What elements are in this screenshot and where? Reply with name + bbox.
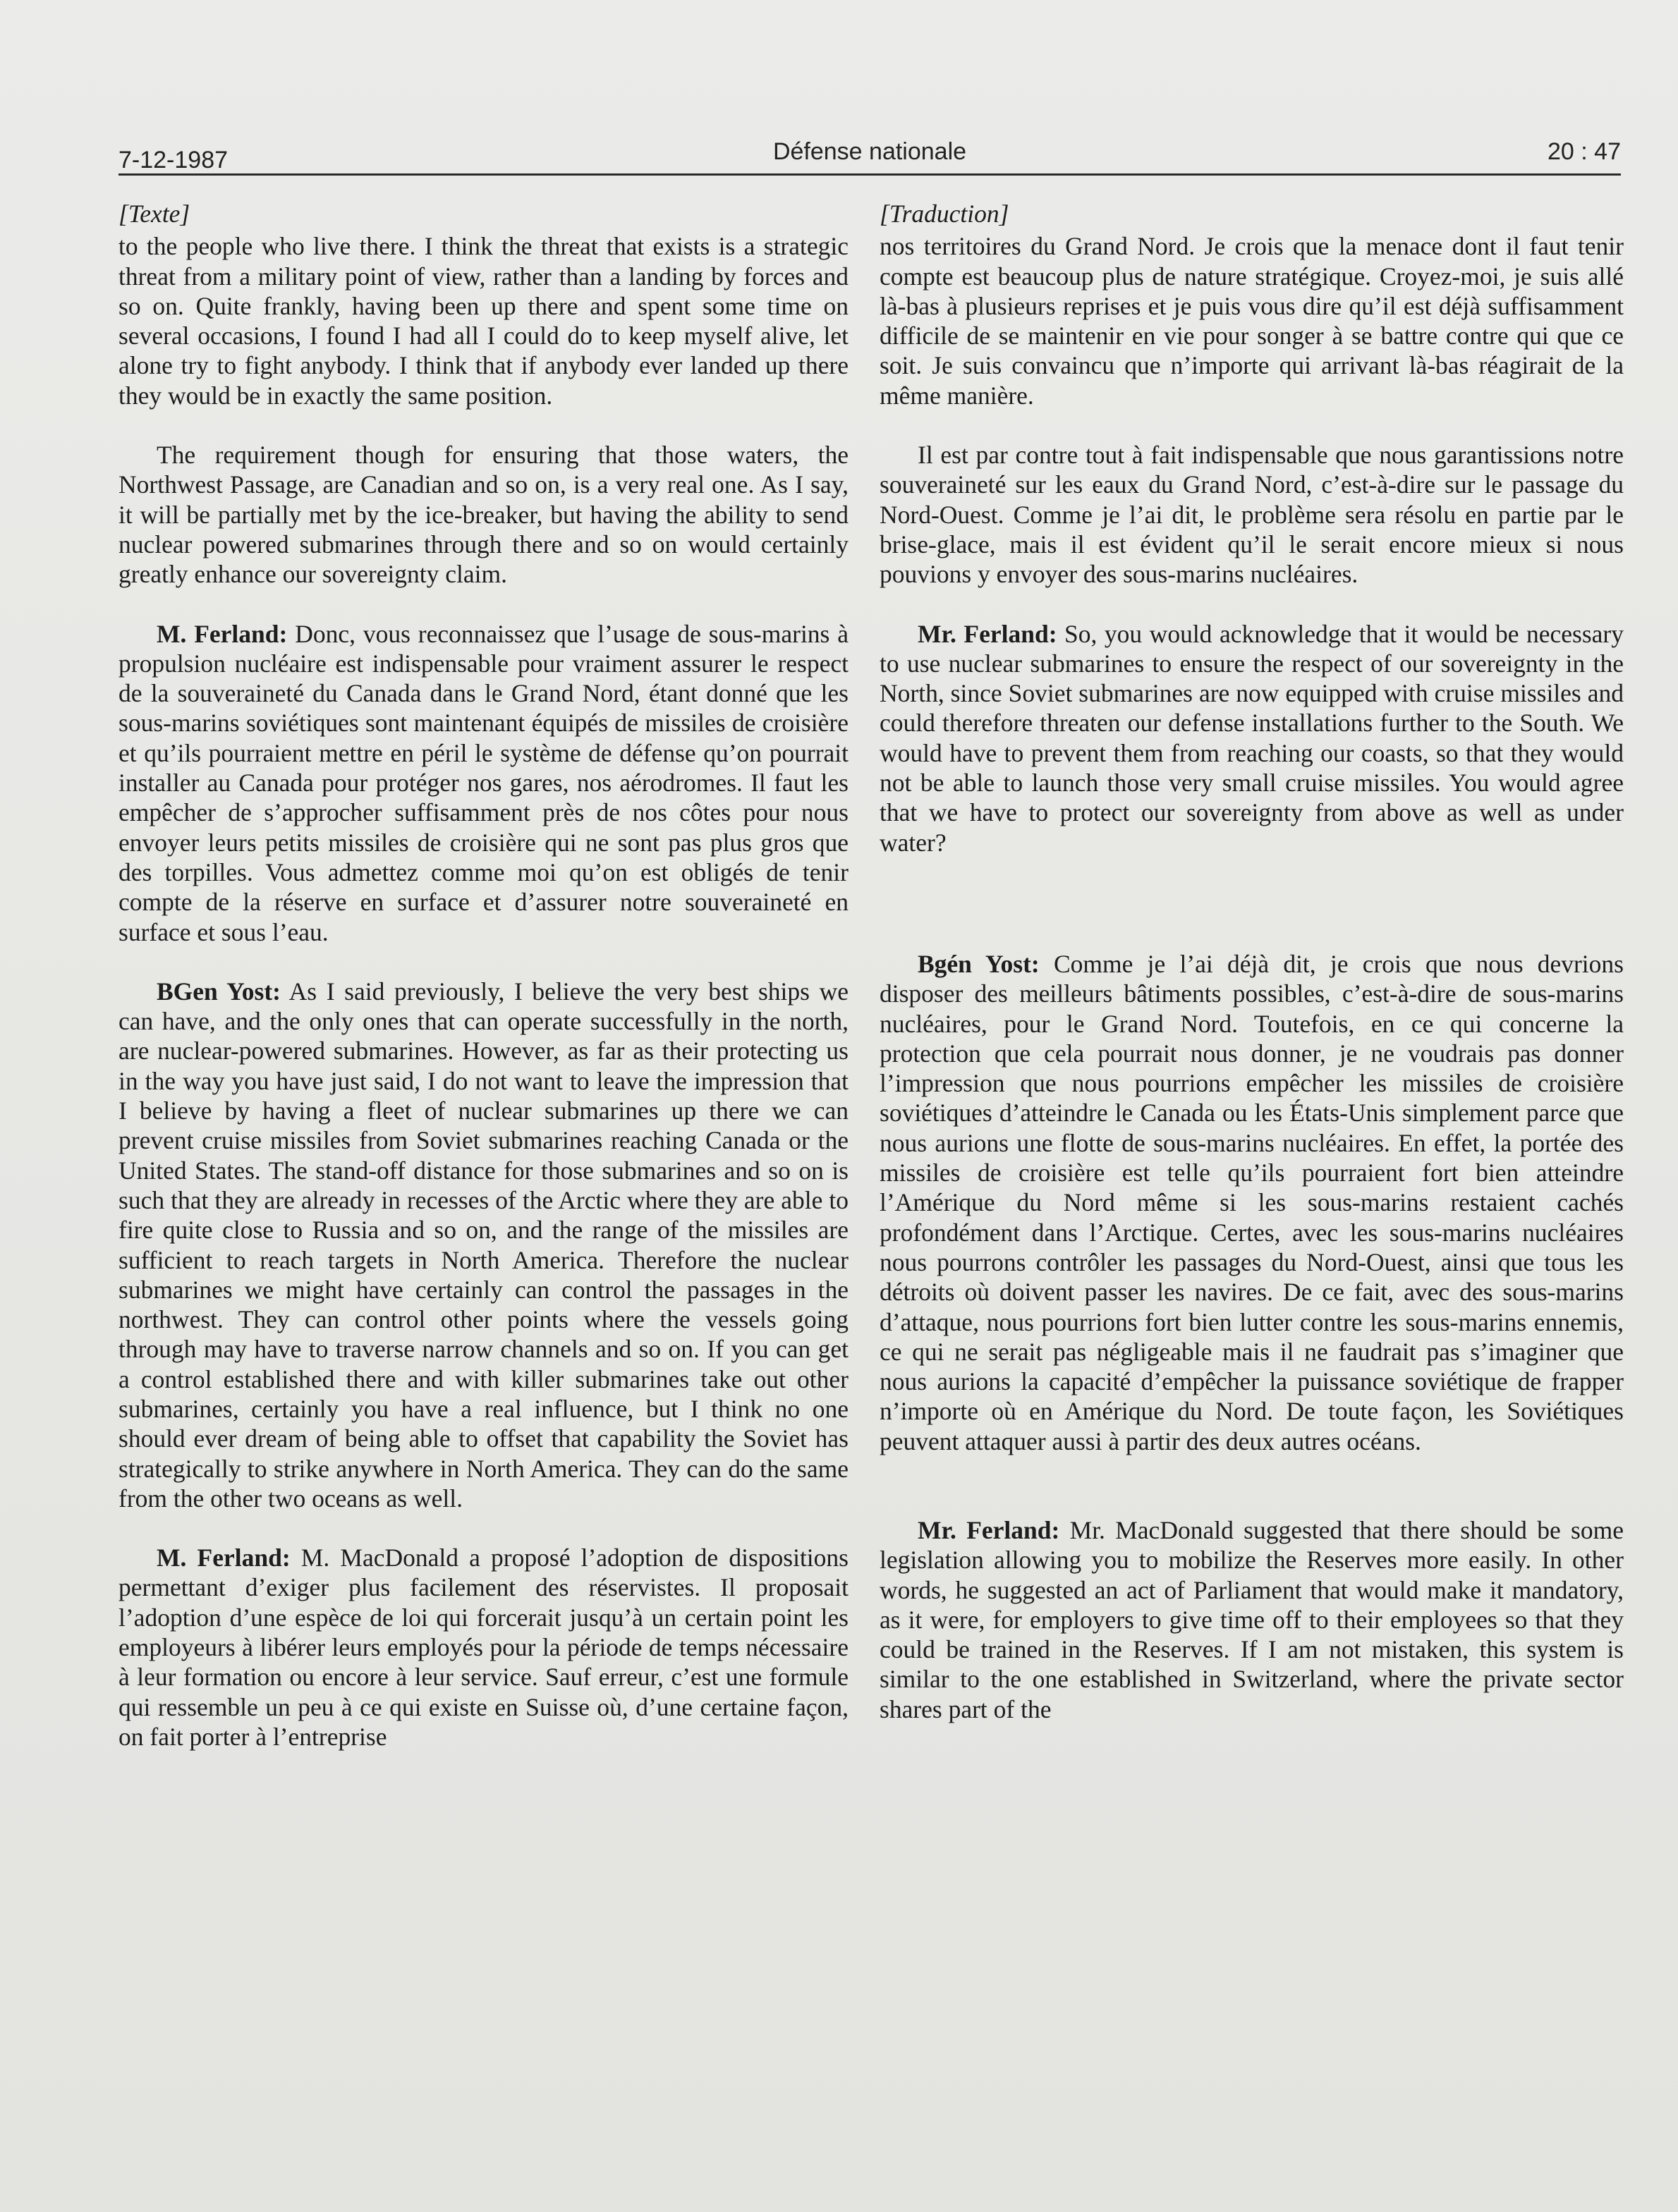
column-gap	[880, 1456, 1624, 1515]
left-paragraph-3	[118, 619, 849, 947]
header-date: 7-12-1987	[118, 147, 229, 173]
speaker-name: Mr. Ferland:	[918, 619, 1057, 648]
right-paragraph-4	[880, 949, 1624, 1456]
right-paragraph-5	[880, 1515, 1624, 1724]
paragraph-text: M. MacDonald a proposé l’adoption de dispositions permettant d’exiger plus facilement des réservistes. Il proposait l’adoption d’une espèce de loi qui forcerait jusqu’à un certain point les employeurs à libérer leurs employés pour la période de temps nécessaire à leur formation ou encore à leur service. Sauf erreur, c’est une formule qui ressemble un peu à ce qui existe en Suisse où, d’une certaine façon, on fait porter à l’entreprise	[118, 1544, 849, 1751]
left-column	[118, 199, 849, 1752]
right-paragraph-3	[880, 619, 1624, 857]
right-paragraph-2	[880, 440, 1624, 589]
header-title: Défense nationale	[772, 138, 967, 165]
right-column-label: [Traduction]	[880, 200, 1009, 228]
left-paragraph-1	[118, 231, 849, 410]
speaker-name: Mr. Ferland:	[918, 1515, 1060, 1544]
paragraph-text: Mr. MacDonald suggested that there should be some legislation allowing you to mobilize the Reserves more easily. In other words, he suggested an act of Parliament that would make it mandatory, as it were, for employers to give time off to their employees so that they could be trained in the Reserves. If I am not mistaken, this system is similar to the one established in Switzerland, where the private sector shares part of the	[880, 1515, 1624, 1723]
paragraph-text: Donc, vous reconnaissez que l’usage de sous-marins à propulsion nucléaire est indispensable pour vraiment assurer le respect de la souveraineté du Canada dans le Grand Nord, étant donné que les sous-marins soviétiques sont maintenant équipés de missiles de croisière et qu’ils pourraient mettre en péril le système de défense qu’on pourrait installer au Canada pour protéger nos gares, nos aérodromes. Il faut les empêcher de s’approcher suffisamment près de nos côtes pour nous envoyer leurs petits missiles de croisière qui ne sont pas plus gros que des torpilles. Vous admettez comme moi qu’on est obligés de tenir compte de la réserve en surface et d’assurer notre souveraineté en surface et sous l’eau.	[118, 619, 849, 946]
page-header	[118, 138, 1621, 175]
paragraph-text: to the people who live there. I think the threat that exists is a strategic threat from a military point of view, rather than a landing by forces and so on. Quite frankly, having been up there and spent some time on several occasions, I found I had all I could do to keep myself alive, let alone try to fight anybody. I think that if anybody ever landed up there they would be in exactly the same position.	[118, 232, 849, 410]
paragraph-text: The requirement though for ensuring that those waters, the Northwest Passage, are Canadian and so on, is a very real one. As I say, it will be partially met by the ice-breaker, but having the ability to send nuclear powered submarines through there and so on would certainly greatly enhance our sovereignty claim.	[118, 441, 849, 589]
speaker-name: BGen Yost:	[157, 977, 281, 1006]
header-rule	[118, 173, 1621, 176]
paragraph-text: Il est par contre tout à fait indispensable que nous garantissions notre souveraineté sur les eaux du Grand Nord, c’est-à-dire sur le passage du Nord-Ouest. Comme je l’ai dit, le problème sera résolu en partie par le brise-glace, mais il est évident qu’il le serait encore mieux si nous pouvions y envoyer des sous-marins nucléaires.	[880, 441, 1624, 589]
column-gap	[880, 857, 1624, 949]
speaker-name: M. Ferland:	[157, 619, 288, 648]
right-column	[880, 199, 1624, 1724]
left-paragraph-5	[118, 1543, 849, 1752]
right-paragraph-1	[880, 231, 1624, 410]
paragraph-text: nos territoires du Grand Nord. Je crois que la menace dont il faut tenir compte est beaucoup plus de nature stratégique. Croyez-moi, je suis allé là-bas à plusieurs reprises et je puis vous dire qu’il est déjà suffisamment difficile de se maintenir en vie pour songer à se battre contre qui que ce soit. Je suis convaincu que n’importe qui arrivant là-bas réagirait de la même manière.	[880, 232, 1624, 410]
left-column-label: [Texte]	[118, 200, 190, 228]
paragraph-text: So, you would acknowledge that it would be necessary to use nuclear submarines to ensure the respect of our sovereignty in the North, since Soviet submarines are now equipped with cruise missiles and could therefore threaten our defense installations further to the South. We would have to prevent them from reaching our coasts, so that they would not be able to launch those very small cruise missiles. You would agree that we have to protect our sovereignty from above as well as under water?	[880, 619, 1624, 857]
paragraph-text: As I said previously, I believe the very best ships we can have, and the only ones that can operate successfully in the north, are nuclear-powered submarines. However, as far as their protecting us in the way you have just said, I do not want to leave the impression that I believe by having a fleet of nuclear submarines up there we can prevent cruise missiles from Soviet submarines reaching Canada or the United States. The stand-off distance for those submarines and so on is such that they are already in recesses of the Arctic where they are able to fire quite close to Russia and so on, and the range of the missiles are sufficient to reach targets in North America. Therefore the nuclear submarines we might have certainly can control the passages in the northwest. They can control other points where the vessels going through may have to traverse narrow channels and so on. If you can get a control established there and with killer submarines take out other submarines, certainly you have a real influence, but I think no one should ever dream of being able to offset that capability the Soviet has strategically to strike anywhere in North America. They can do the same from the other two oceans as well.	[118, 977, 849, 1513]
speaker-name: Bgén Yost:	[918, 949, 1040, 978]
speaker-name: M. Ferland:	[157, 1544, 291, 1572]
header-page-number: 20 : 47	[1548, 138, 1621, 165]
left-paragraph-4	[118, 977, 849, 1513]
left-paragraph-2	[118, 440, 849, 589]
paragraph-text: Comme je l’ai déjà dit, je crois que nous devrions disposer des meilleurs bâtiments possibles, c’est-à-dire de sous-marins nucléaires, pour le Grand Nord. Toutefois, en ce qui concerne la protection que cela pourrait nous donner, je ne voudrais pas donner l’impression que nous pourrions empêcher les missiles de croisière soviétiques d’atteindre le Canada ou les États-Unis simplement parce que nous aurions une flotte de sous-marins nucléaires. En effet, la portée des missiles de croisière est telle qu’ils pourraient fort bien atteindre l’Amérique du Nord même si les sous-marins restaient cachés profondément dans l’Arctique. Certes, avec les sous-marins nucléaires nous pourrons contrôler les passages du Nord-Ouest, ainsi que tous les détroits où doivent passer les navires. De ce fait, avec des sous-marins d’attaque, nous pourrions fort bien lutter contre les sous-marins ennemis, ce qui ne serait pas négligeable mais il ne faudrait pas s’imaginer que nous aurions la capacité d’empêcher la puissance soviétique de frapper n’importe où en Amérique du Nord. De toute façon, les Soviétiques peuvent attaquer aussi à partir des deux autres océans.	[880, 949, 1624, 1455]
